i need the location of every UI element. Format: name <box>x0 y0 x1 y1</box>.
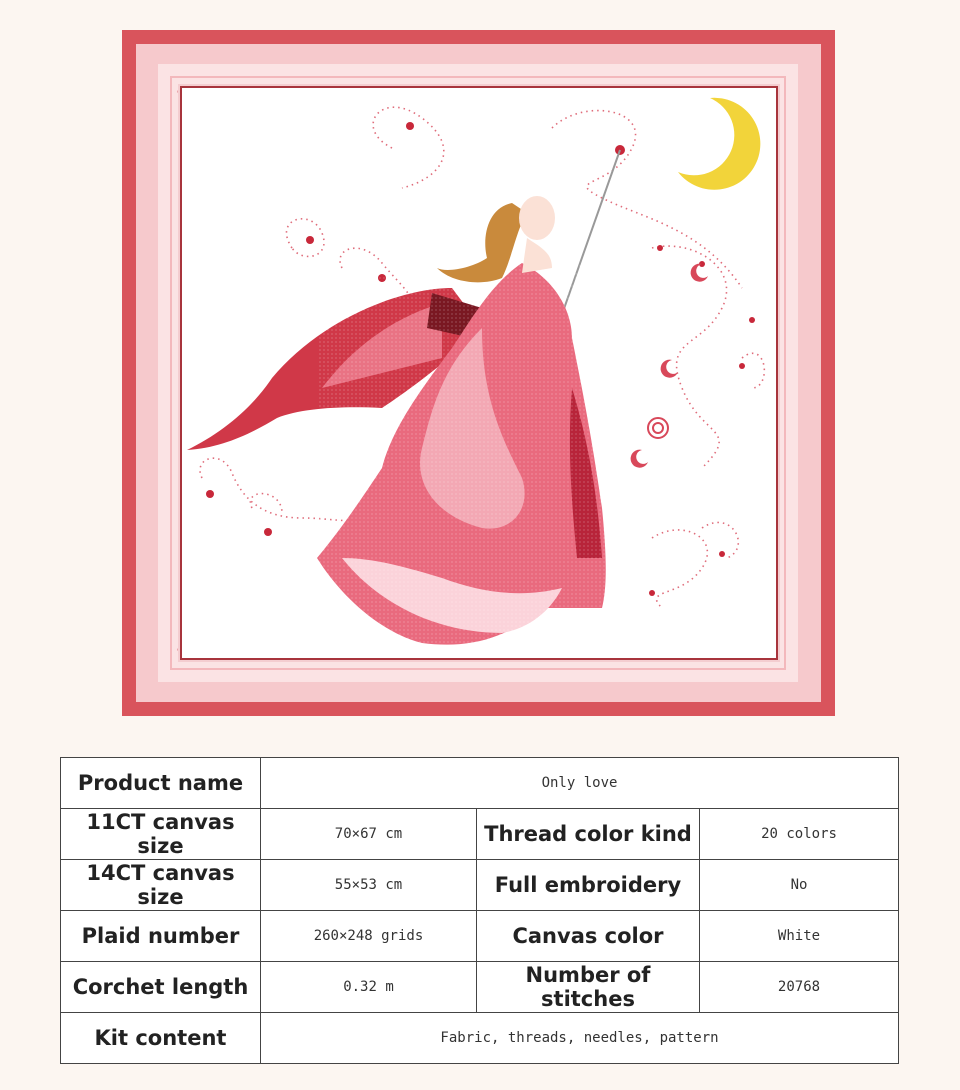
full-embroidery-value: No <box>700 860 899 911</box>
stitches-value: 20768 <box>700 962 899 1013</box>
thread-color-value: 20 colors <box>700 809 899 860</box>
ct11-size-label: 11CT canvas size <box>61 809 261 860</box>
product-name-value: Only love <box>261 758 899 809</box>
full-embroidery-label: Full embroidery <box>477 860 700 911</box>
table-row <box>61 911 899 962</box>
table-row <box>61 809 899 860</box>
thread-color-label: Thread color kind <box>477 809 700 860</box>
table-row <box>61 1013 899 1064</box>
table-row <box>61 962 899 1013</box>
corchet-length-label: Corchet length <box>61 962 261 1013</box>
ct11-size-value: 70×67 cm <box>261 809 477 860</box>
corchet-length-value: 0.32 m <box>261 962 477 1013</box>
kit-content-label: Kit content <box>61 1013 261 1064</box>
stitches-label: Number of stitches <box>477 962 700 1013</box>
moon-icon <box>678 98 760 190</box>
ct14-size-label: 14CT canvas size <box>61 860 261 911</box>
kit-content-value: Fabric, threads, needles, pattern <box>261 1013 899 1064</box>
table-row <box>61 758 899 809</box>
canvas-color-value: White <box>700 911 899 962</box>
cross-stitch-artwork <box>180 86 778 660</box>
product-spec-table <box>60 757 899 1064</box>
ct14-size-value: 55×53 cm <box>261 860 477 911</box>
table-row <box>61 860 899 911</box>
plaid-number-value: 260×248 grids <box>261 911 477 962</box>
product-name-label: Product name <box>61 758 261 809</box>
plaid-number-label: Plaid number <box>61 911 261 962</box>
canvas-color-label: Canvas color <box>477 911 700 962</box>
